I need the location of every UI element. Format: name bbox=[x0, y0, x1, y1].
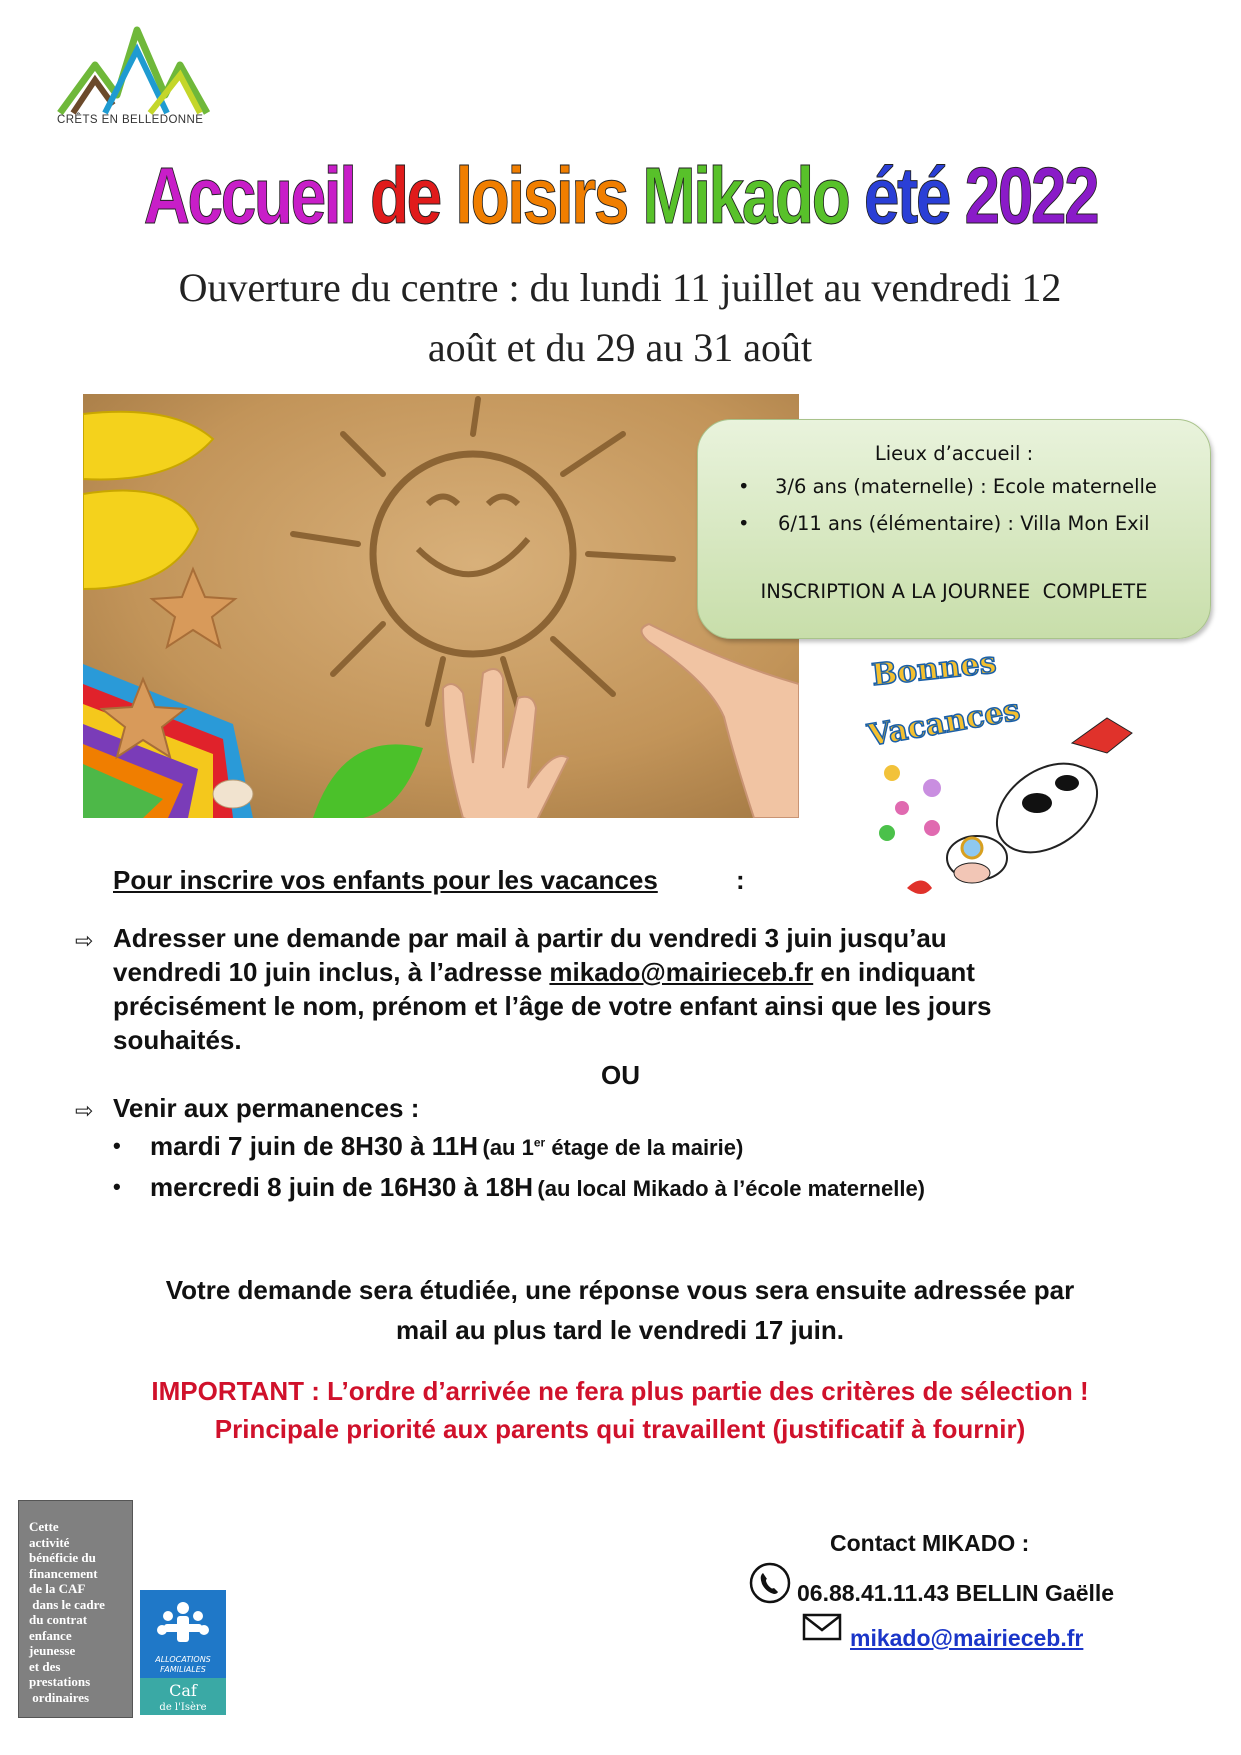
page-title bbox=[124, 150, 1117, 242]
option-email-line2-end: en indiquant bbox=[813, 957, 975, 987]
title-word: 2022 bbox=[964, 151, 1098, 240]
option-visit-title: Venir aux permanences : bbox=[113, 1093, 420, 1123]
email-link[interactable]: mikado@mairieceb.fr bbox=[549, 957, 814, 987]
permanence-detail-start: (au 1 bbox=[482, 1135, 534, 1160]
option-email-line2-start: vendredi 10 juin inclus, à l’adresse bbox=[113, 957, 550, 987]
phone-icon bbox=[749, 1562, 791, 1609]
logo-text: CRÊTS EN BELLEDONNE bbox=[57, 114, 204, 126]
caf-note-line: et des bbox=[29, 1658, 61, 1674]
vacances-text: Vacances bbox=[865, 692, 1023, 754]
bullet-icon: • bbox=[113, 1133, 121, 1158]
title-word: de bbox=[369, 151, 440, 240]
permanence-detail-sup: er bbox=[533, 1135, 546, 1150]
inscription-note: INSCRIPTION A LA JOURNEE COMPLETE bbox=[760, 580, 1148, 603]
caf-note-line: Cette bbox=[29, 1519, 59, 1534]
caf-note-line: enfance bbox=[29, 1627, 72, 1643]
bullet-icon: • bbox=[113, 1174, 121, 1199]
title-word: loisirs bbox=[455, 151, 627, 240]
contact-email-link[interactable]: mikado@mairieceb.fr bbox=[850, 1625, 1084, 1651]
inscription-heading: Pour inscrire vos enfants pour les vacances bbox=[113, 865, 658, 895]
caf-logo-line2: FAMILIALES bbox=[160, 1665, 206, 1674]
info-box-locations bbox=[697, 419, 1211, 639]
important-line1: IMPORTANT : L’ordre d’arrivée ne fera plus partie des critères de sélection ! bbox=[151, 1376, 1089, 1406]
option-email bbox=[113, 921, 1173, 1057]
caf-note-line: de la CAF bbox=[29, 1581, 86, 1596]
contact-phone: 06.88.41.11.43 BELLIN Gaëlle bbox=[797, 1580, 1115, 1606]
opening-dates-line2: août et du 29 au 31 août bbox=[427, 325, 813, 370]
caf-note-line: activité bbox=[29, 1534, 70, 1550]
caf-logo-caf: Caf bbox=[169, 1681, 197, 1700]
title-word: Accueil bbox=[143, 151, 355, 240]
response-line2: mail au plus tard le vendredi 17 juin. bbox=[396, 1315, 844, 1345]
option-email-line4: souhaités. bbox=[113, 1025, 242, 1055]
or-separator: OU bbox=[601, 1060, 640, 1090]
permanence-detail bbox=[483, 1135, 744, 1160]
permanence-slot bbox=[150, 1131, 743, 1162]
opening-dates-line1: Ouverture du centre : du lundi 11 juillet au vendredi 12 bbox=[178, 265, 1062, 310]
caf-logo bbox=[140, 1590, 226, 1715]
caf-note-line: financement bbox=[29, 1565, 98, 1581]
caf-note-line: ordinaires bbox=[29, 1689, 90, 1705]
permanence-detail: (au local Mikado à l’école maternelle) bbox=[537, 1176, 925, 1201]
caf-note-line: jeunesse bbox=[29, 1643, 76, 1658]
location-item: 6/11 ans (élémentaire) : Villa Mon Exil bbox=[778, 512, 1150, 535]
permanence-time: mercredi 8 juin de 16H30 à 18H bbox=[150, 1172, 533, 1202]
caf-logo-line1: ALLOCATIONS bbox=[155, 1655, 211, 1664]
caf-logo-region: de l'Isère bbox=[159, 1702, 207, 1713]
option-email-line3: précisément le nom, prénom et l’âge de votre enfant ainsi que les jours bbox=[113, 991, 992, 1021]
permanence-detail-end: étage de la mairie) bbox=[545, 1135, 744, 1160]
locations-heading: Lieux d’accueil : bbox=[874, 442, 1034, 465]
caf-funding-note bbox=[18, 1500, 133, 1718]
mail-icon bbox=[802, 1611, 842, 1648]
bullet-icon: • bbox=[738, 475, 750, 498]
contact-heading: Contact MIKADO : bbox=[830, 1530, 1030, 1556]
beach-sun-photo bbox=[83, 394, 799, 818]
arrow-right-icon: ⇨ bbox=[75, 928, 94, 953]
bonnes-vacances-illustration bbox=[862, 633, 1152, 911]
location-item: 3/6 ans (maternelle) : Ecole maternelle bbox=[775, 475, 1157, 498]
arrow-right-icon: ⇨ bbox=[75, 1098, 94, 1123]
permanence-slot bbox=[150, 1172, 925, 1203]
inscription-heading-colon: : bbox=[736, 865, 745, 895]
response-line1: Votre demande sera étudiée, une réponse vous sera ensuite adressée par bbox=[165, 1275, 1075, 1305]
opening-dates bbox=[60, 258, 1180, 378]
title-word: été bbox=[863, 151, 950, 240]
important-notice bbox=[40, 1372, 1200, 1448]
important-line2: Principale priorité aux parents qui travaillent (justificatif à fournir) bbox=[214, 1414, 1026, 1444]
response-notice bbox=[60, 1270, 1180, 1350]
option-email-line1: Adresser une demande par mail à partir du vendredi 3 juin jusqu’au bbox=[113, 923, 947, 953]
option-email-line2 bbox=[113, 955, 1173, 989]
title-word: Mikado bbox=[642, 151, 849, 240]
caf-note-line: du contrat bbox=[29, 1612, 88, 1627]
caf-note-line: prestations bbox=[29, 1674, 91, 1689]
permanence-time: mardi 7 juin de 8H30 à 11H bbox=[150, 1131, 479, 1161]
bonnes-text: Bonnes bbox=[870, 645, 999, 694]
caf-note-line: bénéficie du bbox=[29, 1550, 96, 1565]
bullet-icon: • bbox=[738, 512, 750, 535]
caf-note-line: dans le cadre bbox=[29, 1596, 105, 1612]
